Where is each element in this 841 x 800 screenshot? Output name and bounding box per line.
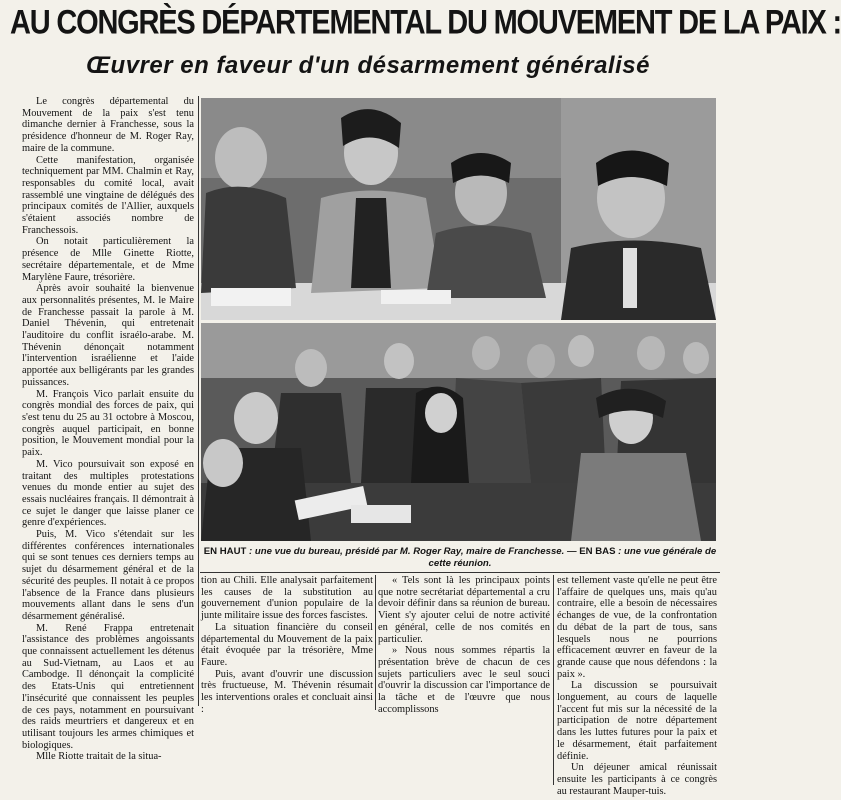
- paragraph: La situation financière du conseil départemental du Mouvement de la paix était évoquée par la trésorière, Mme Faure.: [201, 621, 373, 668]
- paragraph: Un déjeuner amical réunissait ensuite les participants à ce congrès au restaurant Mauper-tuis.: [557, 762, 717, 797]
- article-column-1: [22, 96, 194, 763]
- paragraph: M. Vico poursuivait son exposé en traitant des multiples protestations venues du monde entier au sujet des essais nucléaires français. Il démontrait à ce sujet le danger que laisse planer ce genre d'expériences.: [22, 458, 194, 529]
- caption-top-lead: EN HAUT: [203, 546, 247, 557]
- subheadline: Œuvrer en faveur d'un désarmement généralisé: [86, 52, 650, 79]
- column-divider: [553, 575, 554, 785]
- headline: AU CONGRÈS DÉPARTEMENTAL DU MOUVEMENT DE LA PAIX :: [10, 4, 841, 42]
- caption-bottom-lead: EN BAS: [579, 546, 616, 557]
- section-divider: [200, 572, 720, 573]
- paragraph: tion au Chili. Elle analysait parfaitement les causes de la substitution au gouvernement d'union populaire de la junte militaire issue des forces fascistes.: [201, 575, 373, 622]
- caption-top-text: : une vue du bureau, présidé par M. Roger Ray, maire de Franchesse. —: [249, 546, 577, 557]
- paragraph: Puis, M. Vico s'étendait sur les différentes conférences internationales qui se sont tenues ces derniers temps au sujet du désarmement général et de la sécurité des peuples. Il notait à ce propos l'absence de la France dans plusieurs mouvements allant dans le sens d'un désarmement généralisé.: [22, 529, 194, 622]
- article-column-3: [378, 575, 550, 715]
- paragraph: est tellement vaste qu'elle ne peut être l'affaire de quelques uns, mais qu'au contraire, elle a besoin de nécessaires échanges de vue, de la confrontation du débat de la part de tous, sans lesquels nous ne pourrions efficacement œuvrer en faveur de la grande cause que nous défendons : la paix ».: [557, 575, 717, 680]
- column-divider: [198, 96, 199, 706]
- photo-bureau: [201, 98, 716, 320]
- paragraph: Cette manifestation, organisée techniquement par MM. Chalmin et Ray, responsables du comité local, avait rassemblé une vingtaine de délégués des principaux comités de l'Allier, auxquels s'étaient associés nombre de Franchessois.: [22, 154, 194, 236]
- paragraph: Puis, avant d'ouvrir une discussion très fructueuse, M. Thévenin résumait les interventions orales et concluait ainsi :: [201, 668, 373, 715]
- article-column-2: [201, 575, 373, 715]
- paragraph: » Nous nous sommes répartis la présentation brève de chacun de ces sujets particuliers avec le seul souci d'ouvrir la discussion car l'importance de la tâche et de l'œuvre que nous accomplissons: [378, 645, 550, 715]
- paragraph: M. René Frappa entretenait l'assistance des problèmes angoissants que connaissent actuellement les détenus au Sud-Vietnam, au Laos et au Cambodge. Il dénonçait la complicité des Etats-Unis qui entretiennent l'insécurité que connaissent les peuples de ces pays, notamment en poursuivant des raids meurtriers et dangereux et en utilisant toujours les armes chimiques et biologiques.: [22, 622, 194, 751]
- paragraph: « Tels sont là les principaux points que notre secrétariat départemental a cru devoir définir dans sa réunion de bureau. Vient s'y ajouter celui de notre activité en général, celle de nos comités en particulier.: [378, 575, 550, 645]
- paragraph: Mlle Riotte traitait de la situa-: [36, 751, 162, 763]
- paragraph: La discussion se poursuivait longuement, au cours de laquelle l'accent fut mis sur la nécessité de la participation de notre département dans les luttes futures pour la paix et le désarmement, était parfaitement définie.: [557, 680, 717, 762]
- paragraph: Le congrès départemental du Mouvement de la paix s'est tenu dimanche dernier à Franchesse, sous la présidence d'honneur de M. Roger Ray, maire de la commune.: [22, 96, 194, 154]
- photo-reunion: [201, 323, 716, 541]
- paragraph: On notait particulièrement la présence de Mlle Ginette Riotte, secrétaire départementale, et de Mme Marylène Faure, trésorière.: [22, 236, 194, 283]
- paragraph: M. François Vico parlait ensuite du congrès mondial des forces de paix, qui s'est tenu du 25 au 31 octobre à Moscou, congrès auquel participait, en bonne position, le Mouvement mondial pour la paix.: [22, 388, 194, 459]
- caption-bottom-text: : une vue générale de cette réunion.: [428, 546, 717, 569]
- article-column-4: [557, 575, 717, 797]
- paragraph: Après avoir souhaité la bienvenue aux personnalités présentes, M. le Maire de Franchesse passait la parole à M. Daniel Thévenin, qui entretenait l'auditoire du conflit israélo-arabe. M. Thévenin dénonçait notamment l'intervention israélienne et l'aide apportée aux belligérants par les grandes puissances.: [22, 283, 194, 388]
- photo-caption: [200, 546, 720, 569]
- column-divider: [375, 575, 376, 710]
